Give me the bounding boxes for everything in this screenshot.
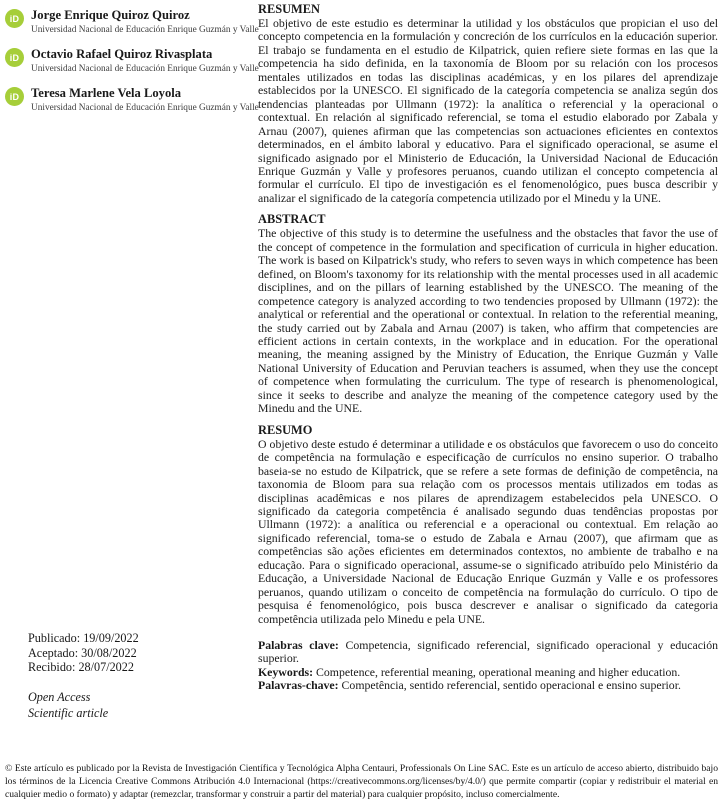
author-entry: [5, 8, 259, 36]
published-date-value: 19/09/2022: [83, 631, 139, 645]
resumen-heading: RESUMEN: [258, 2, 320, 16]
abstract-heading: ABSTRACT: [258, 212, 326, 227]
keywords-en-line: [258, 666, 718, 679]
resumo-heading: RESUMO: [258, 422, 313, 437]
author-name: Jorge Enrique Quiroz Quiroz: [31, 8, 190, 22]
published-date-label: Publicado:: [28, 631, 81, 645]
author-text: [31, 47, 259, 75]
author-name: Octavio Rafael Quiroz Rivasplata: [31, 47, 213, 61]
accepted-date-value: 30/08/2022: [81, 645, 137, 660]
author-affiliation: Universidad Nacional de Educación Enrique Guzmán y Valle: [31, 25, 259, 35]
article-type-label: Scientific article: [28, 706, 109, 720]
author-affiliation: Universidad Nacional de Educación Enrique Guzmán y Valle: [31, 64, 259, 74]
author-entry: [5, 47, 259, 75]
author-entry: [5, 86, 259, 114]
keywords-es-line: [258, 639, 718, 666]
orcid-icon[interactable]: iD: [5, 48, 24, 67]
received-date-label: Recibido:: [28, 660, 76, 675]
accepted-date-line: [28, 646, 139, 661]
orcid-icon[interactable]: iD: [5, 9, 24, 28]
section-resumen: [258, 2, 718, 205]
section-abstract: [258, 212, 718, 415]
abstracts-column: [258, 2, 718, 693]
keywords-pt-label: Palavras-chave:: [258, 678, 339, 693]
keywords-pt-line: [258, 679, 718, 692]
keywords-block: [258, 639, 718, 693]
keywords-es-text: Competencia, significado referencial, significado operacional y educación superior.: [258, 638, 719, 666]
keywords-pt-text: Competência, sentido referencial, sentido operacional e ensino superior.: [341, 678, 681, 693]
author-text: [31, 8, 259, 36]
abstract-body: The objective of this study is to determine the usefulness and the obstacles that favor the use of the concept of competence in the formulation and specification of curricula in higher education. The work is based on Kilpatrick's study, who refers to seven ways in which competence has been defined, on Bloom's taxonomy for its relationship with the mental processes used in all academic disciplines, and on the pillars of learning established by the UNESCO. The meaning of the competence category is analyzed according to two tendencies proposed by Ullmann (1972): the analytical or referential and the operational or contextual. In relation to the referential meaning, the study carried out by Zabala and Arnau (2007) is taken, who affirm that competencies are efficient actions in certain contexts, in the workplace and in education. For the operational meaning, the meaning assigned by the Ministry of Education, the Enrique Guzmán y Valle National University of Education and Peruvian teachers is assumed, when they use the concept of competence when formulating the curriculum. The type of research is phenomenological, since it seeks to describe and analyze the meaning of the competence category used by the Minedu and the UNE.: [258, 226, 718, 416]
keywords-en-label: Keywords:: [258, 664, 314, 679]
keywords-es-label: Palabras clave:: [258, 638, 339, 653]
license-footer: [5, 763, 718, 802]
resumen-body: El objetivo de este estudio es determinar la utilidad y los obstáculos que propician el uso del concepto competencia en la formulación y concreción de los currículos en la educación superior. El trabajo se fundamenta en el estudio de Kilpatrick, quien refiere siete formas en las que la competencia ha sido definida, en la taxonomía de Bloom por su relación con los procesos mentales utilizados en todas las disciplinas académicas, y en los pilares del aprendizaje establecidos por la UNESCO. El significado de la categoría competencia se analiza según dos tendencias planteadas por Ullmann (1972): la analítica o referencial y la operacional o contextual. En relación al significado referencial, se toma el estudio elaborado por Zabala y Arnau (2007), quienes afirman que las competencias son actuaciones eficientes en contextos determinados, en el ámbito laboral y educativo. Para el significado operacional, se asume el significado asignado por el Ministerio de Educación, la Universidad Nacional de Educación Enrique Guzmán y Valle y profesores peruanos, cuando utilizan el concepto competencia al formular el currículo. El tipo de investigación es el fenomenológico, pues busca describir y analizar el significado de la categoría competencia utilizado por el Minedu y la UNE.: [258, 16, 718, 205]
section-resumo: [258, 423, 718, 626]
resumo-body: O objetivo deste estudo é determinar a utilidade e os obstáculos que favorecem o uso do conceito de competência na formulação e especificação de currículos no ensino superior. O trabalho baseia-se no estudo de Kilpatrick, que se refere a sete formas de definição de competência, na taxonomia de Bloom para sua relação com os processos mentais utilizados em todas as disciplinas acadêmicas e nos pilares de aprendizagem estabelecidos pela UNESCO. O significado da categoria competência é analisado segundo duas tendências propostas por Ullmann (1972): a analítica ou referencial e a operacional ou contextual. Em relação ao significado referencial, toma-se o estudo de Zabala e Arnau (2007), que afirmam que as competências são ações eficientes em determinados contextos, no ambiente de trabalho e na educação. Para o significado operacional, assume-se o significado atribuído pelo Ministério da Educação, a Universidade Nacional de Educação Enrique Guzmán y Valle e os professores peruanos, quando utilizam o conceito de competência na formulação do currículo. O tipo de pesquisa é fenomenológico, pois busca descrever e analisar o significado da categoria competência utilizada pelo Minedu e pela UNE.: [258, 436, 718, 626]
accepted-date-label: Aceptado:: [28, 645, 79, 660]
author-name: Teresa Marlene Vela Loyola: [31, 86, 182, 100]
article-meta-column: [5, 8, 259, 125]
received-date-line: [28, 660, 139, 675]
received-date-value: 28/07/2022: [78, 660, 134, 675]
license-text: © Este artículo es publicado por la Revista de Investigación Científica y Tecnológica Alpha Centauri, Professionals On Line SAC. Este es un artículo de acceso abierto, distribuido bajo los términos de la Licencia Creative Commons Atribución 4.0 Internacional (https://creativecommons.org/licenses/by/4.0/) que permite compartir (copiar y redistribuir el material en cualquier medio o formato) y adaptar (remezclar, transformar y construir a partir del material) para cualquier propósito, incluso comercialmente.: [5, 763, 718, 800]
open-access-label: Open Access: [28, 690, 91, 704]
author-affiliation: Universidad Nacional de Educación Enrique Guzmán y Valle: [31, 103, 259, 113]
published-date-line: [28, 631, 139, 646]
access-info: [28, 689, 108, 721]
author-text: [31, 86, 259, 114]
orcid-icon[interactable]: iD: [5, 87, 24, 106]
article-dates: [28, 631, 139, 675]
keywords-en-text: Competence, referential meaning, operational meaning and higher education.: [316, 664, 681, 679]
